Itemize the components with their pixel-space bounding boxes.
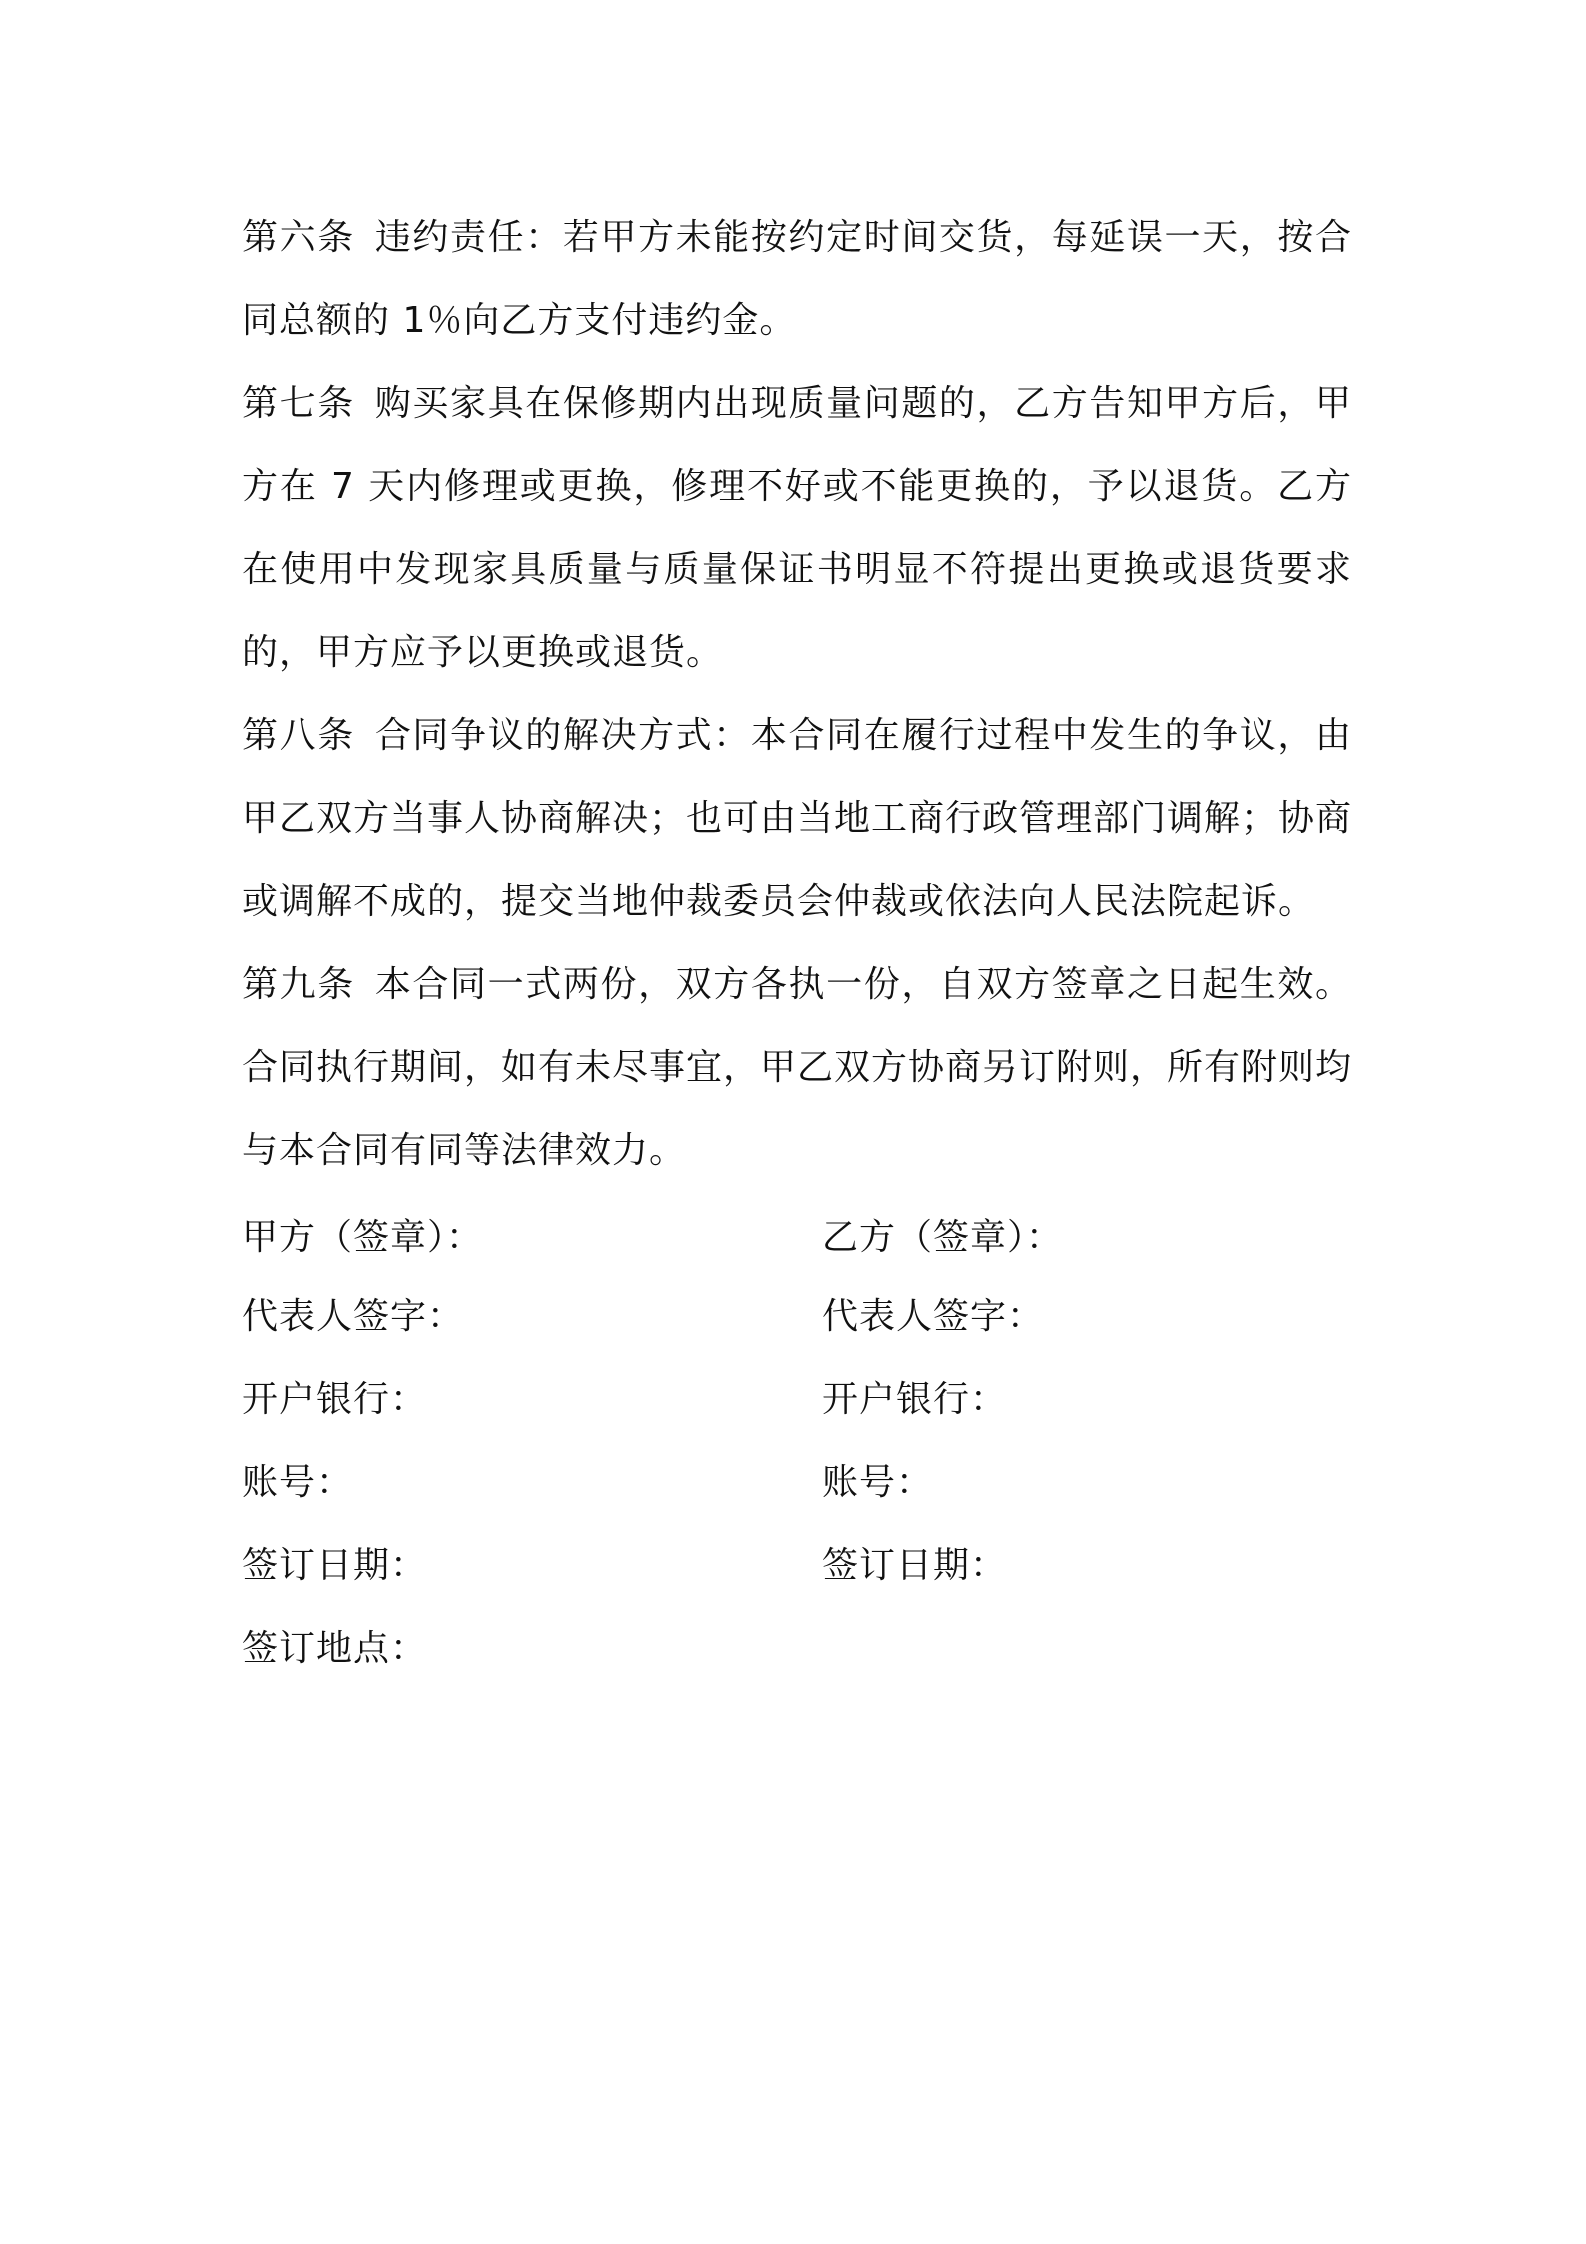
party-a-account-label: 账号： xyxy=(242,1462,354,1503)
party-a-seal-label: 甲方（签章）： xyxy=(242,1217,484,1258)
party-b-seal-label: 乙方（签章）： xyxy=(822,1217,1064,1258)
party-a-representative-label: 代表人签字： xyxy=(242,1296,465,1337)
clause-9 xyxy=(242,943,1352,1192)
contract-clauses xyxy=(242,196,1352,1192)
clause-number: 第七条 xyxy=(242,383,355,424)
clause-number: 第六条 xyxy=(242,217,355,258)
party-a-place-label: 签订地点： xyxy=(242,1628,428,1669)
clause-number: 第八条 xyxy=(242,715,355,756)
clause-text: 本合同一式两份，双方各执一份，自双方签章之日起生效。合同执行期间，如有未尽事宜，甲乙双方协商另订附则，所有附则均与本合同有同等法律效力。 xyxy=(242,964,1353,1171)
party-a-date-label: 签订日期： xyxy=(242,1545,428,1586)
clause-number: 第九条 xyxy=(242,964,355,1005)
party-b-date-label: 签订日期： xyxy=(822,1545,1008,1586)
party-b-account-label: 账号： xyxy=(822,1462,934,1503)
clause-7 xyxy=(242,362,1352,694)
clause-8 xyxy=(242,694,1352,943)
clause-text: 合同争议的解决方式：本合同在履行过程中发生的争议，由甲乙双方当事人协商解决；也可由当地工商行政管理部门调解；协商或调解不成的，提交当地仲裁委员会仲裁或依法向人民法院起诉。 xyxy=(242,715,1353,922)
clause-6 xyxy=(242,196,1352,362)
party-b-bank-label: 开户银行： xyxy=(822,1379,1008,1420)
clause-text: 违约责任：若甲方未能按约定时间交货，每延误一天，按合同总额的 1％向乙方支付违约金。 xyxy=(242,217,1352,341)
party-a-bank-label: 开户银行： xyxy=(242,1379,428,1420)
party-b-representative-label: 代表人签字： xyxy=(822,1296,1045,1337)
clause-text: 购买家具在保修期内出现质量问题的，乙方告知甲方后，甲方在 7 天内修理或更换，修理不好或不能更换的，予以退货。乙方在使用中发现家具质量与质量保证书明显不符提出更换或退货要求的，甲方应予以更换或退货。 xyxy=(242,383,1352,673)
